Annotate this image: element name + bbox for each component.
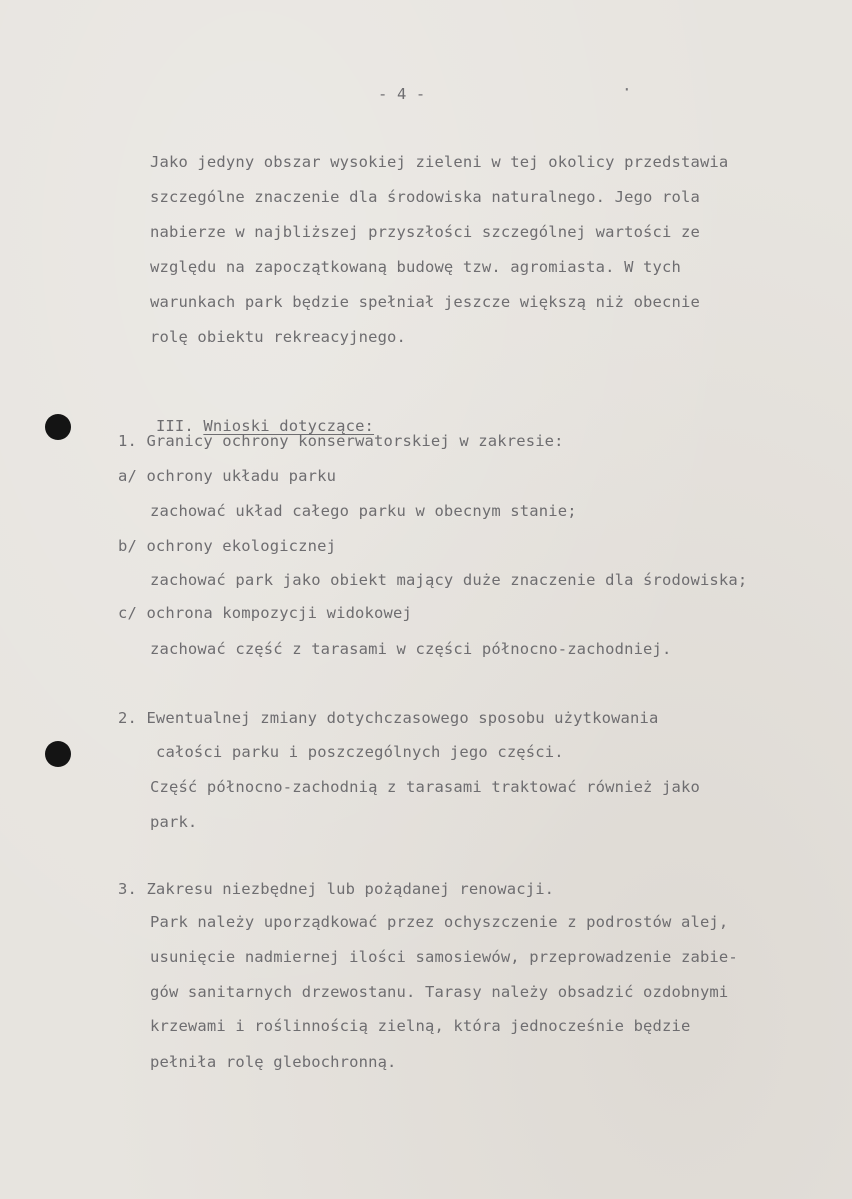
item1-heading: 1. Granicy ochrony konserwatorskiej w zakresie: [118, 432, 564, 450]
punch-hole-upper [45, 414, 71, 440]
item3-line-6: pełniła rolę glebochronną. [150, 1053, 397, 1071]
intro-line-6: rolę obiektu rekreacyjnego. [150, 328, 407, 346]
item3-line-1: 3. Zakresu niezbędnej lub pożądanej renowacji. [118, 880, 555, 898]
intro-line-1: Jako jedyny obszar wysokiej zieleni w tej okolicy przedstawia [150, 153, 729, 171]
punch-hole-lower [45, 741, 71, 767]
intro-line-4: względu na zapoczątkowaną budowę tzw. agromiasta. W tych [150, 258, 681, 276]
section-title: Wnioski dotyczące: [203, 417, 375, 435]
stray-dot: · [622, 80, 632, 99]
section-number: III. [155, 417, 194, 435]
item1-a-label: a/ ochrony układu parku [118, 467, 337, 485]
intro-line-3: nabierze w najbliższej przyszłości szczególnej wartości ze [150, 223, 700, 241]
intro-line-5: warunkach park będzie spełniał jeszcze większą niż obecnie [150, 293, 700, 311]
item1-c-text: zachować część z tarasami w części północno-zachodniej. [150, 640, 672, 658]
item3-line-4: gów sanitarnych drzewostanu. Tarasy należy obsadzić ozdobnymi [150, 983, 729, 1001]
item2-line-3: Część północno-zachodnią z tarasami traktować również jako [150, 778, 700, 796]
item2-line-4: park. [150, 813, 198, 831]
item1-a-text: zachować układ całego parku w obecnym stanie; [150, 502, 577, 520]
item3-line-3: usunięcie nadmiernej ilości samosiewów, przeprowadzenie zabie- [150, 948, 738, 966]
page-number: - 4 - [378, 85, 426, 103]
item2-line-2: całości parku i poszczególnych jego części. [156, 743, 564, 761]
item2-line-1: 2. Ewentualnej zmiany dotychczasowego sposobu użytkowania [118, 709, 659, 727]
item1-b-label: b/ ochrony ekologicznej [118, 537, 337, 555]
item1-b-text: zachować park jako obiekt mający duże znaczenie dla środowiska; [150, 571, 748, 589]
intro-line-2: szczególne znaczenie dla środowiska naturalnego. Jego rola [150, 188, 700, 206]
item3-line-5: krzewami i roślinnością zielną, która jednocześnie będzie [150, 1017, 691, 1035]
item3-line-2: Park należy uporządkować przez ochyszczenie z podrostów alej, [150, 913, 729, 931]
item1-c-label: c/ ochrona kompozycji widokowej [118, 604, 412, 622]
